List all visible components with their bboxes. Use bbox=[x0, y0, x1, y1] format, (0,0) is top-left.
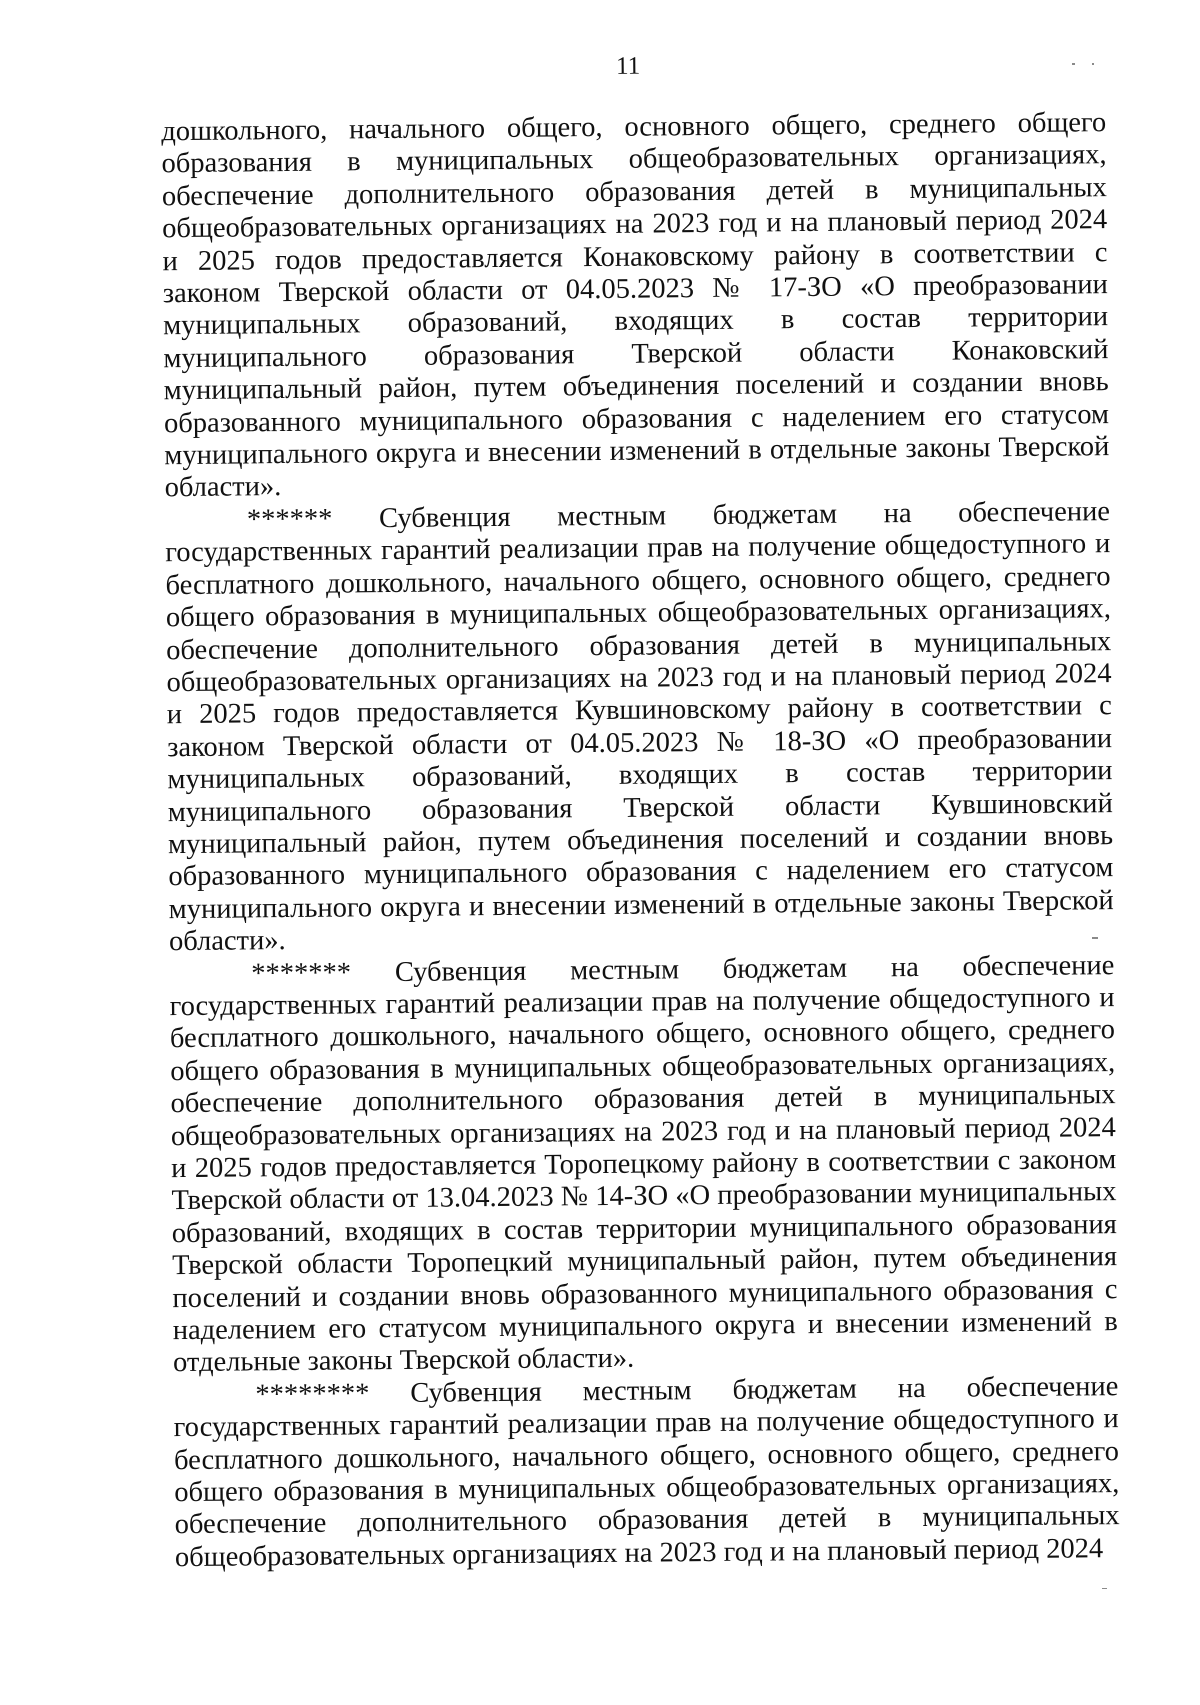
paragraph-konakovsky-continuation: дошкольного, начального общего, основного общего, среднего общего образования в муниципальных общеобразовательных организациях, обеспечение дополнительного образования детей в муниципальных общеобразовательных организациях на 2023 год и на плановый период 2024 и 2025 годов предоставляется Конаковскому району в соответствии с законом Тверской области от 04.05.2023 № 17-ЗО «О преобразовании муниципальных образований, входящих в состав территории муниципального образования Тверской области Конаковский муниципальный район, путем объединения поселений и создании вновь образованного муниципального образования с наделением его статусом муниципального округа и внесении изменений в отдельные законы Тверской области». bbox=[161, 107, 1110, 504]
paragraph-kuvshinovsky-subvention: ****** Субвенция местным бюджетам на обеспечение государственных гарантий реализации прав на получение общедоступного и бесплатного дошкольного, начального общего, основного общего, среднего общего образования в муниципальных общеобразовательных организациях, обеспечение дополнительного образования детей в муниципальных общеобразовательных организациях на 2023 год и на плановый период 2024 и 2025 годов предоставляется Кувшиновскому району в соответствии с законом Тверской области от 04.05.2023 № 18-ЗО «О преобразовании муниципальных образований, входящих в состав территории муниципального образования Тверской области Кувшиновский муниципальный район, путем объединения поселений и создании вновь образованного муниципального образования с наделением его статусом муниципального округа и внесении изменений в отдельные законы Тверской области». bbox=[165, 496, 1114, 958]
paragraph-toropetsky-subvention: ******* Субвенция местным бюджетам на обеспечение государственных гарантий реализации прав на получение общедоступного и бесплатного дошкольного, начального общего, основного общего, среднего общего образования в муниципальных общеобразовательных организациях, обеспечение дополнительного образования детей в муниципальных общеобразовательных организациях на 2023 год и на плановый период 2024 и 2025 годов предоставляется Торопецкому району в соответствии с законом Тверской области от 13.04.2023 № 14-ЗО «О преобразовании муниципальных образований, входящих в состав территории муниципального образования Тверской области Торопецкий муниципальный район, путем объединения поселений и создании вновь образованного муниципального образования с наделением его статусом муниципального округа и внесении изменений в отдельные законы Тверской области». bbox=[169, 949, 1118, 1379]
scan-speck bbox=[1072, 63, 1075, 65]
scan-speck bbox=[1092, 937, 1098, 939]
scan-speck bbox=[1092, 63, 1094, 65]
document-body bbox=[161, 107, 1120, 1574]
page-number: 11 bbox=[615, 52, 641, 80]
paragraph-next-subvention: ******** Субвенция местным бюджетам на обеспечение государственных гарантий реализации прав на получение общедоступного и бесплатного дошкольного, начального общего, основного общего, среднего общего образования в муниципальных общеобразовательных организациях, обеспечение дополнительного образования детей в муниципальных общеобразовательных организациях на 2023 год и на плановый период 2024 bbox=[173, 1370, 1120, 1574]
scan-speck bbox=[1102, 1588, 1107, 1589]
